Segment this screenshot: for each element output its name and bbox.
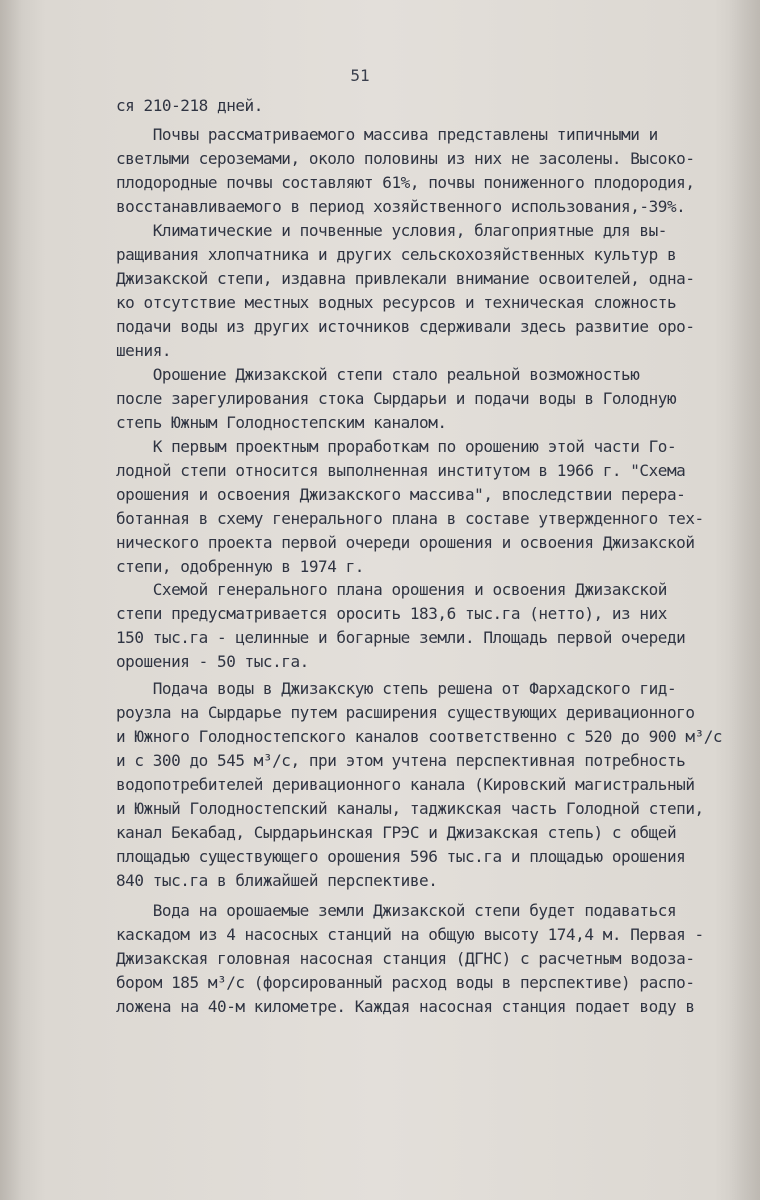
text-line: степь Южным Голодностепским каналом. (116, 413, 447, 432)
text-line: Орошение Джизакской степи стало реальной возможностью (116, 365, 640, 384)
text-line: ся 210-218 дней. (116, 96, 263, 115)
text-line: степи предусматривается оросить 183,6 тыс.га (нетто), из них (116, 604, 667, 623)
text-line: и Южного Голодностепского каналов соответственно с 520 до 900 м³/с (116, 727, 723, 746)
text-line: восстанавливаемого в период хозяйственного использования,-39%. (116, 197, 686, 216)
text-line: роузла на Сырдарье путем расширения существующих деривационного (116, 703, 695, 722)
text-line: и Южный Голодностепский каналы, таджикская часть Голодной степи, (116, 799, 704, 818)
text-line: орошения и освоения Джизакского массива", впоследствии перера- (116, 485, 686, 504)
text-line: шения. (116, 341, 172, 360)
text-line: Вода на орошаемые земли Джизакской степи будет подаваться (116, 901, 677, 920)
text-line: после зарегулирования стока Сырдарьи и подачи воды в Голодную (116, 389, 677, 408)
text-line: и с 300 до 545 м³/с, при этом учтена перспективная потребность (116, 751, 686, 770)
page-shadow-right (730, 0, 760, 1200)
text-line: подачи воды из других источников сдерживали здесь развитие оро- (116, 317, 695, 336)
page-shadow-left (0, 0, 22, 1200)
text-line: 150 тыс.га - целинные и богарные земли. Площадь первой очереди (116, 628, 686, 647)
text-line: Почвы рассматриваемого массива представлены типичными и (116, 125, 658, 144)
text-line: площадью существующего орошения 596 тыс.га и площадью орошения (116, 847, 686, 866)
text-line: К первым проектным проработкам по орошению этой части Го- (116, 437, 677, 456)
text-line: плодородные почвы составляют 61%, почвы пониженного плодородия, (116, 173, 695, 192)
text-line: каскадом из 4 насосных станций на общую высоту 174,4 м. Первая - (116, 925, 704, 944)
text-line: нического проекта первой очереди орошения и освоения Джизакской (116, 533, 695, 552)
text-line: светлыми сероземами, около половины из них не засолены. Высоко- (116, 149, 695, 168)
text-line: ботанная в схему генерального плана в составе утвержденного тех- (116, 509, 704, 528)
page-number: 51 (350, 66, 370, 85)
text-line: Подача воды в Джизакскую степь решена от Фархадского гид- (116, 679, 677, 698)
text-line: Схемой генерального плана орошения и освоения Джизакской (116, 580, 667, 599)
text-line: Климатические и почвенные условия, благоприятные для вы- (116, 221, 667, 240)
text-line: бором 185 м³/с (форсированный расход воды в перспективе) распо- (116, 973, 695, 992)
text-line: Джизакской степи, издавна привлекали внимание освоителей, одна- (116, 269, 695, 288)
text-line: ко отсутствие местных водных ресурсов и техническая сложность (116, 293, 677, 312)
text-line: ращивания хлопчатника и других сельскохозяйственных культур в (116, 245, 677, 264)
text-line: Джизакская головная насосная станция (ДГНС) с расчетным водоза- (116, 949, 695, 968)
text-line: канал Бекабад, Сырдарьинская ГРЭС и Джизакская степь) с общей (116, 823, 677, 842)
text-line: орошения - 50 тыс.га. (116, 652, 309, 671)
text-line: степи, одобренную в 1974 г. (116, 557, 364, 576)
text-line: ложена на 40-м километре. Каждая насосная станция подает воду в (116, 997, 695, 1016)
text-line: 840 тыс.га в ближайшей перспективе. (116, 871, 438, 890)
text-line: водопотребителей деривационного канала (Кировский магистральный (116, 775, 695, 794)
text-line: лодной степи относится выполненная институтом в 1966 г. "Схема (116, 461, 686, 480)
